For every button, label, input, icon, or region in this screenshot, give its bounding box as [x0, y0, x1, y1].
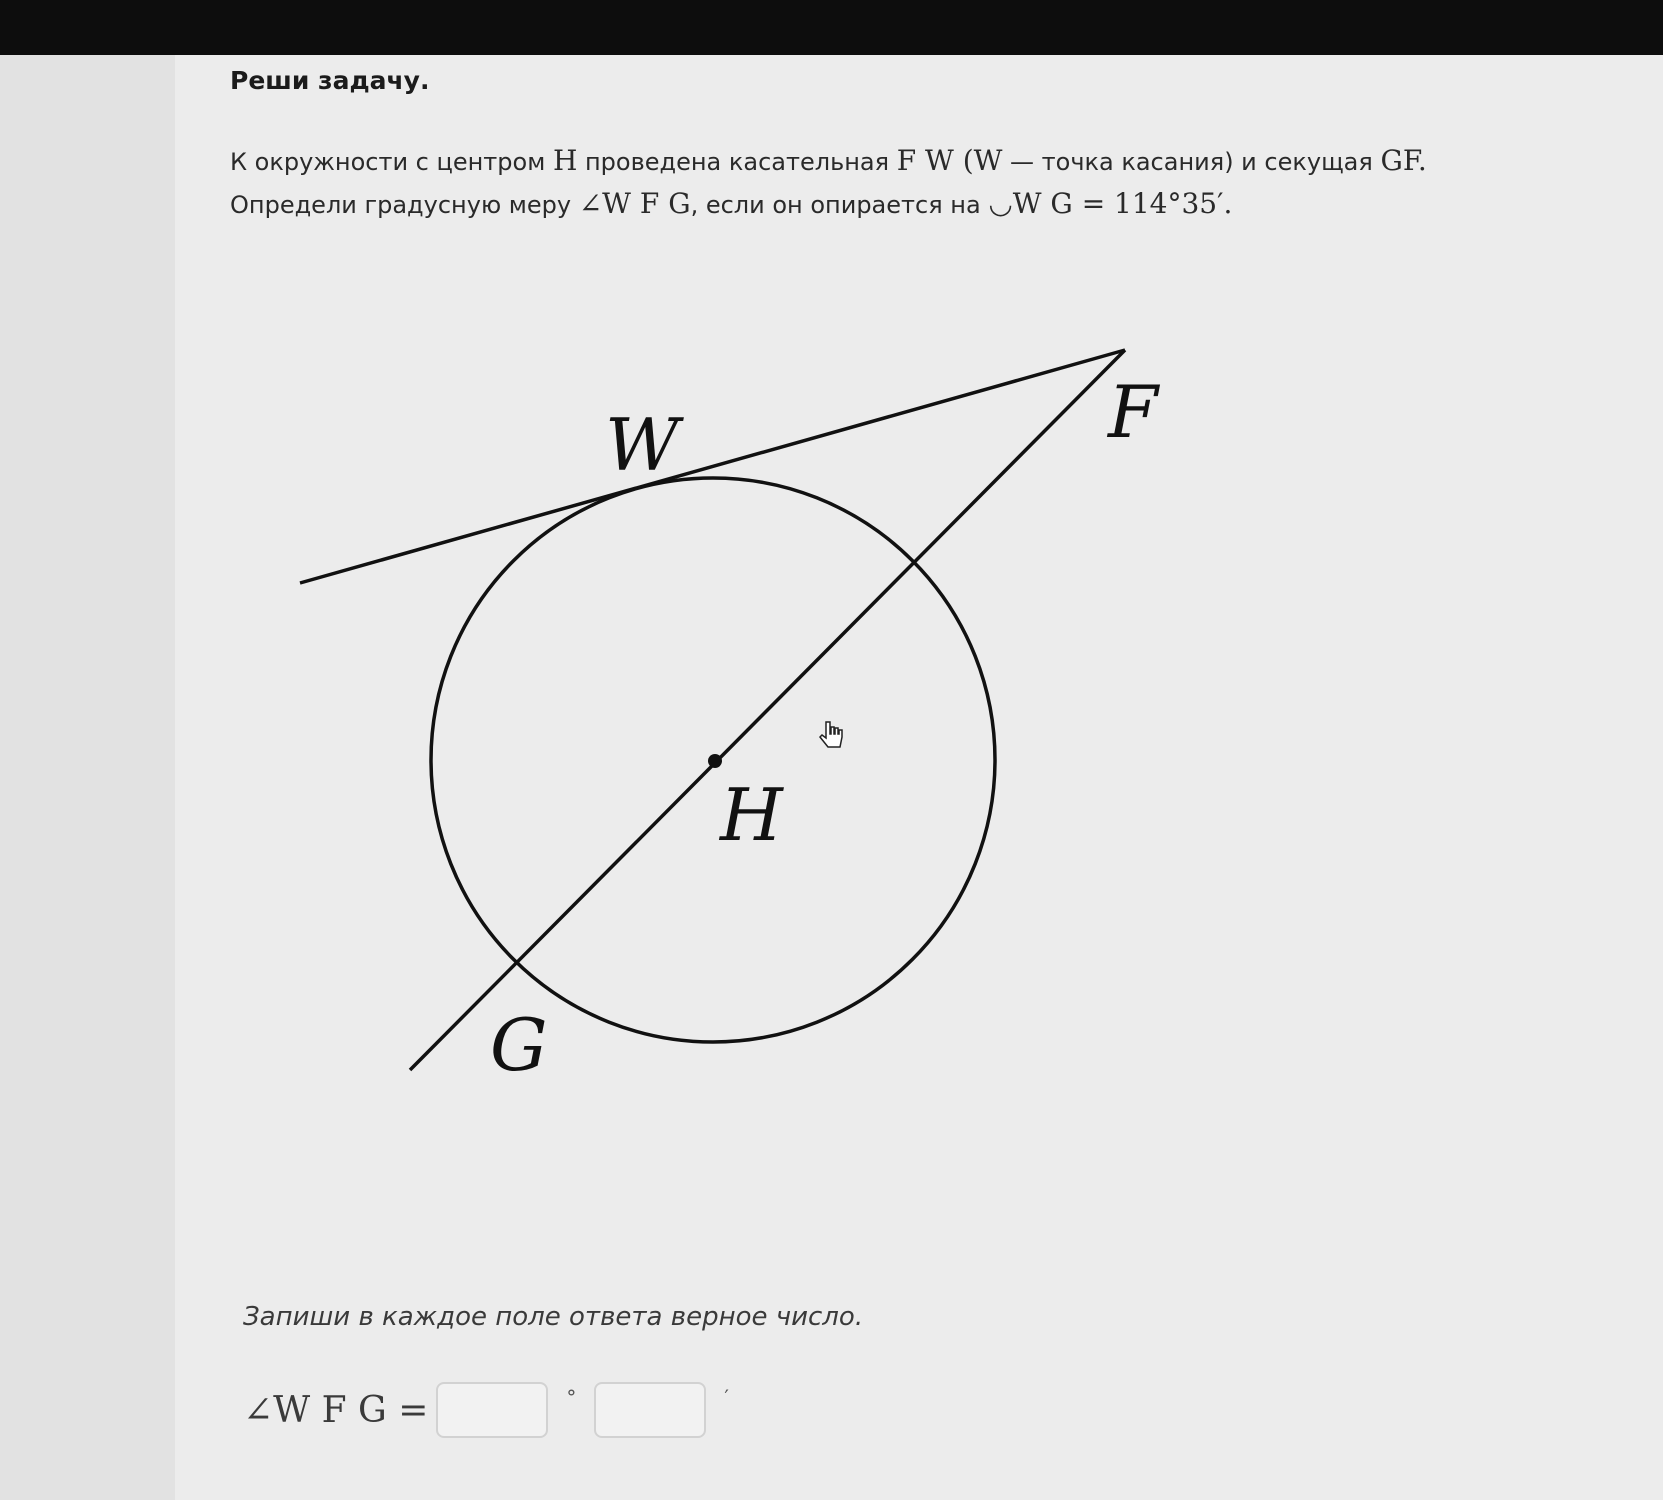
tangent-line-fw: [300, 350, 1125, 583]
problem-line-2: Определи градусную меру ∠W F G, если он опирается на ◡W G = 114°35′.: [230, 187, 1233, 220]
center-point-h: [708, 754, 722, 768]
label-f: F: [1108, 370, 1158, 454]
hand-cursor-icon: [820, 722, 842, 747]
answer-instruction: Запиши в каждое поле ответа верное число.: [243, 1302, 864, 1332]
answer-label: ∠W F G =: [243, 1389, 429, 1431]
answer-row: [243, 1380, 747, 1440]
minutes-input[interactable]: [594, 1382, 706, 1438]
degrees-input[interactable]: [436, 1382, 548, 1438]
label-w: W: [605, 403, 680, 487]
degree-symbol: °: [566, 1385, 577, 1409]
label-g: G: [490, 1003, 548, 1087]
task-heading: Реши задачу.: [230, 66, 430, 95]
label-h: H: [720, 773, 783, 857]
problem-line-1: К окружности с центром H проведена касательная F W (W — точка касания) и секущая GF.: [230, 144, 1427, 177]
minute-symbol: ′: [724, 1385, 729, 1409]
